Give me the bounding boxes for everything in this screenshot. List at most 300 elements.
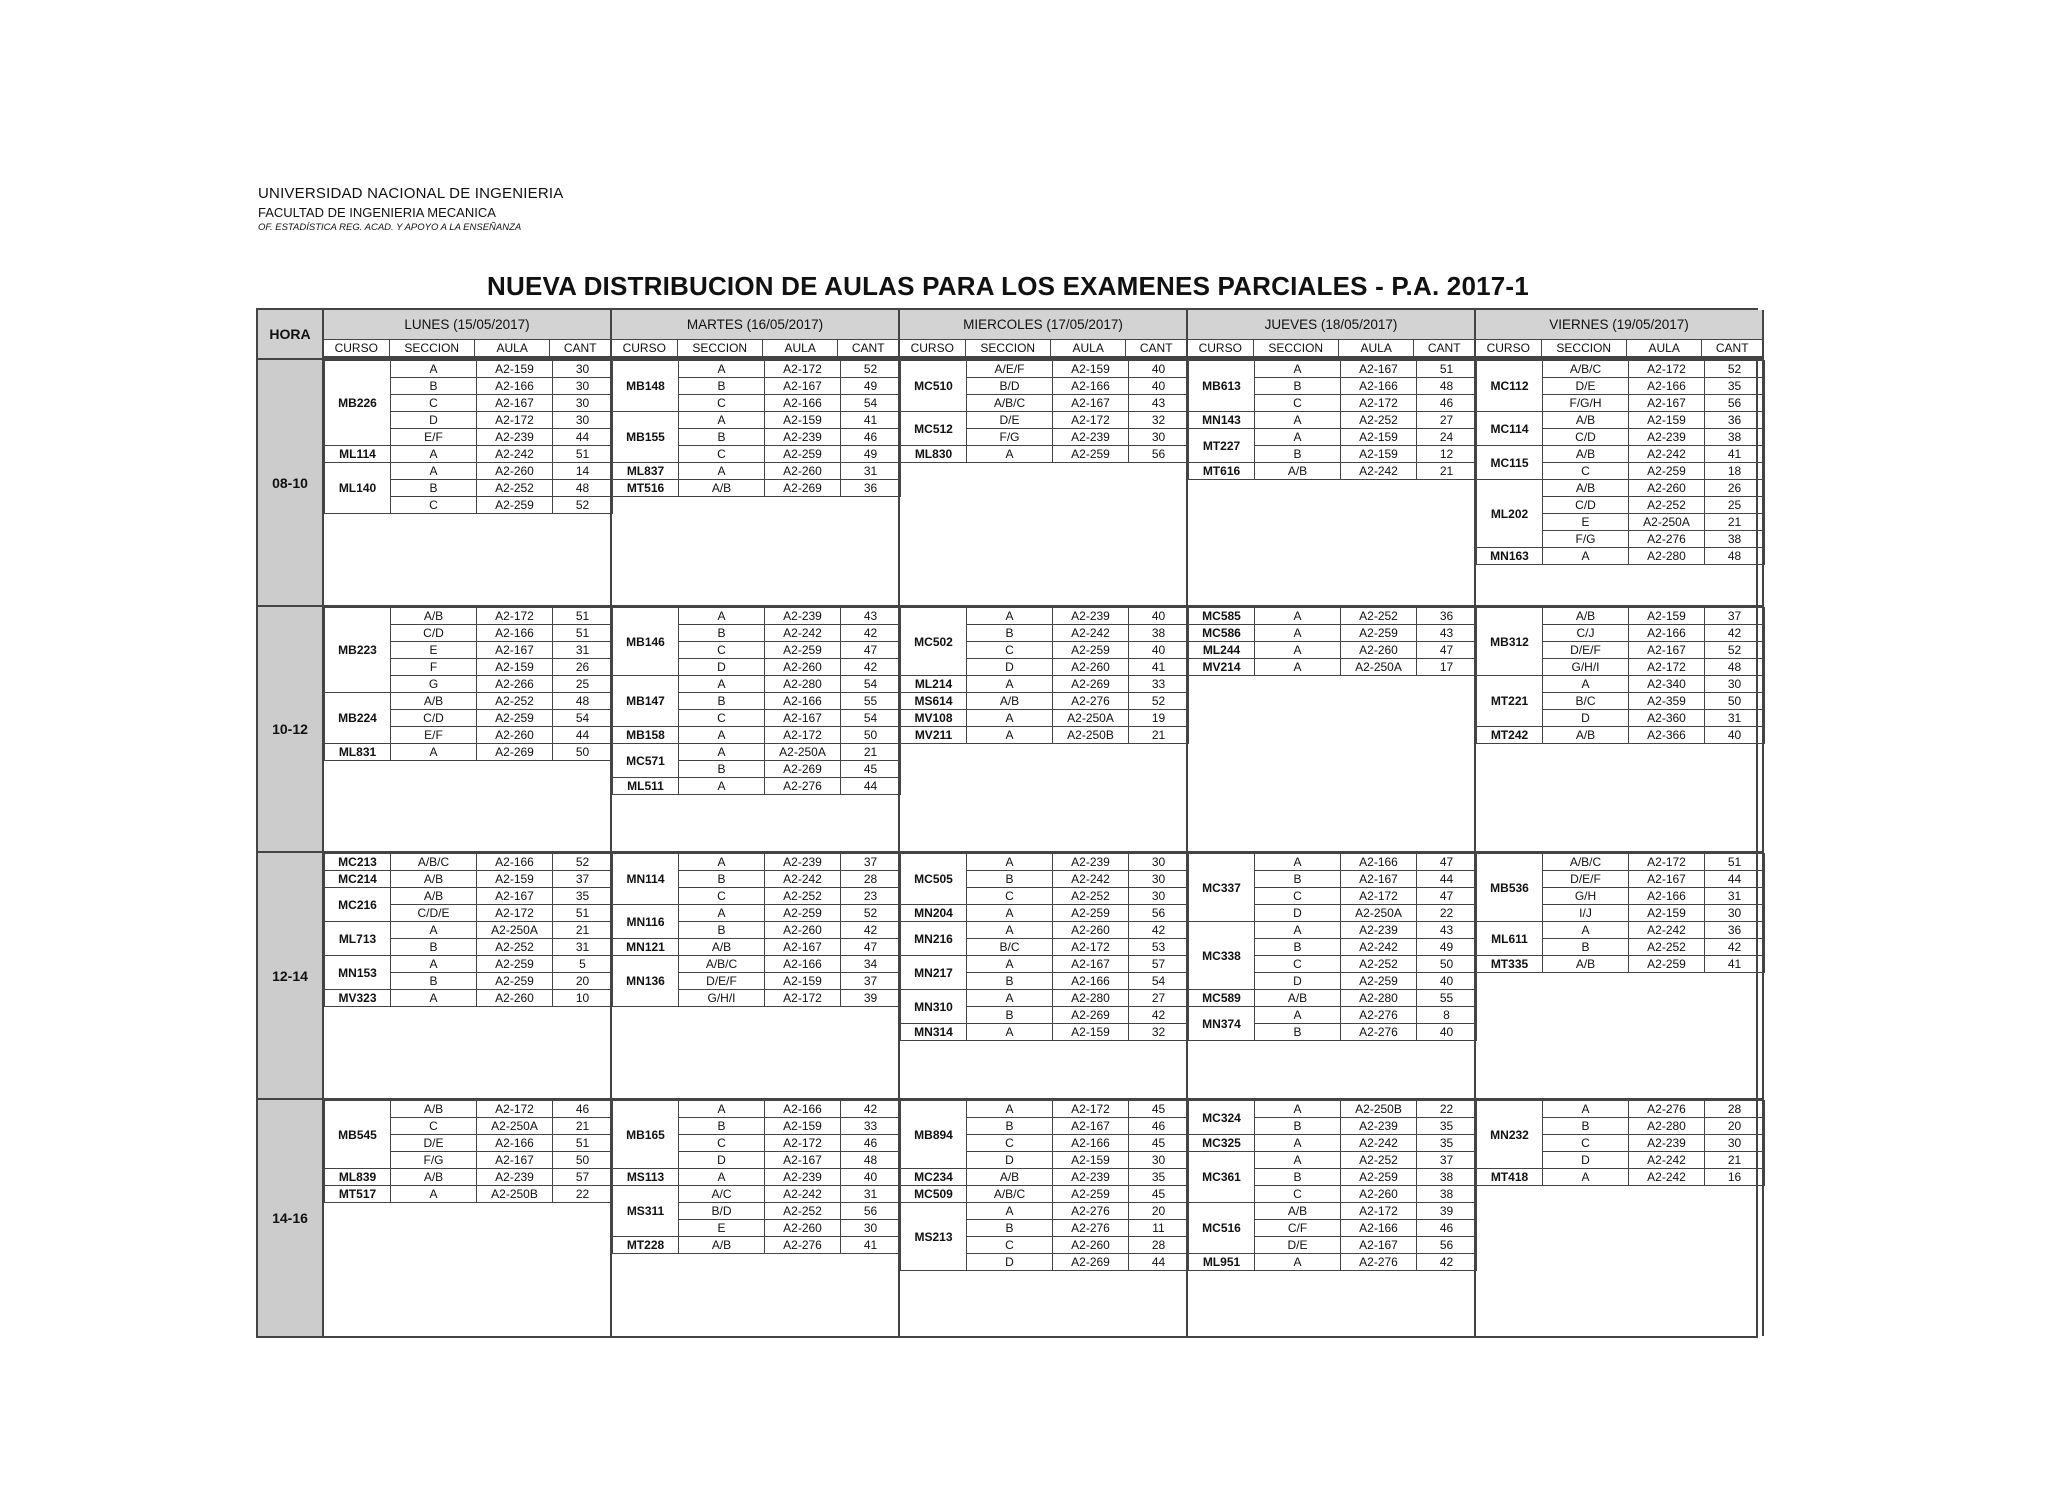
seccion-cell: C [967,1237,1053,1254]
table-row [325,1169,613,1186]
table-row [1189,922,1477,939]
cant-cell: 54 [841,710,901,727]
aula-cell: A2-159 [1053,361,1129,378]
seccion-cell: D/E/F [679,973,765,990]
aula-cell: A2-269 [1053,676,1129,693]
cant-cell: 44 [553,727,613,744]
cant-cell: 8 [1417,1007,1477,1024]
seccion-cell: E [391,642,477,659]
curso-cell: MC361 [1189,1152,1255,1203]
cant-cell: 52 [841,905,901,922]
curso-cell: MB148 [613,361,679,412]
seccion-cell: A [967,676,1053,693]
aula-cell: A2-239 [1629,1135,1705,1152]
cant-cell: 41 [1705,956,1765,973]
cant-cell: 37 [841,973,901,990]
aula-cell: A2-252 [765,888,841,905]
cant-cell: 40 [1705,727,1765,744]
seccion-cell: A [1543,676,1629,693]
cant-cell: 57 [1129,956,1189,973]
seccion-cell: A [1255,412,1341,429]
curso-cell: MN163 [1477,548,1543,565]
aula-cell: A2-166 [1053,1135,1129,1152]
cant-cell: 44 [553,429,613,446]
table-row [613,854,901,871]
seccion-cell: A [967,727,1053,744]
cant-cell: 35 [553,888,613,905]
seccion-cell: C/D [1543,497,1629,514]
table-row [901,854,1189,871]
day-header: MIERCOLES (17/05/2017) [900,310,1188,340]
seccion-cell: A [967,608,1053,625]
aula-cell: A2-167 [477,642,553,659]
curso-cell: MC338 [1189,922,1255,990]
aula-cell: A2-172 [477,1101,553,1118]
seccion-cell: A/B [391,693,477,710]
table-row [1477,956,1765,973]
cant-cell: 52 [553,497,613,514]
curso-cell: MT228 [613,1237,679,1254]
cant-cell: 43 [1417,922,1477,939]
cant-cell: 30 [1129,1152,1189,1169]
aula-cell: A2-166 [1629,625,1705,642]
seccion-cell: A [679,412,765,429]
seccion-cell: B [391,480,477,497]
cant-cell: 30 [1129,854,1189,871]
aula-cell: A2-269 [1053,1254,1129,1271]
seccion-cell: C/J [1543,625,1629,642]
seccion-cell: A [967,854,1053,871]
table-row [901,676,1189,693]
seccion-cell: C [391,395,477,412]
seccion-cell: A [391,956,477,973]
seccion-cell: D/E/F [1543,642,1629,659]
cant-cell: 42 [841,922,901,939]
aula-cell: A2-260 [1341,1186,1417,1203]
aula-cell: A2-242 [1053,625,1129,642]
seccion-cell: C [391,1118,477,1135]
cant-cell: 48 [1417,378,1477,395]
aula-cell: A2-172 [1629,361,1705,378]
aula-cell: A2-269 [765,480,841,497]
cant-cell: 30 [553,412,613,429]
cant-cell: 54 [1129,973,1189,990]
seccion-cell: A [967,905,1053,922]
aula-cell: A2-276 [1053,1220,1129,1237]
cant-cell: 40 [1417,973,1477,990]
aula-cell: A2-172 [1341,395,1417,412]
curso-cell: ML140 [325,463,391,514]
aula-cell: A2-259 [765,642,841,659]
column-header: CANT [851,341,885,355]
cant-cell: 21 [553,922,613,939]
curso-cell: MN232 [1477,1101,1543,1169]
cant-cell: 48 [1705,548,1765,565]
curso-cell: ML202 [1477,480,1543,548]
course-table [324,607,613,761]
aula-cell: A2-260 [1629,480,1705,497]
aula-cell: A2-242 [477,446,553,463]
cant-cell: 12 [1417,446,1477,463]
seccion-cell: B [679,429,765,446]
cant-cell: 51 [553,608,613,625]
column-header: CURSO [1476,340,1542,356]
curso-cell: MN217 [901,956,967,990]
cant-cell: 42 [1129,922,1189,939]
seccion-cell: A/B [1543,956,1629,973]
aula-cell: A2-340 [1629,676,1705,693]
table-row [613,956,901,973]
aula-cell: A2-172 [1053,1101,1129,1118]
course-table [1188,1100,1477,1271]
cant-cell: 42 [841,1101,901,1118]
curso-cell: MV108 [901,710,967,727]
cant-cell: 46 [553,1101,613,1118]
cant-cell: 45 [1129,1186,1189,1203]
cant-cell: 49 [841,446,901,463]
cant-cell: 46 [841,429,901,446]
day-header: JUEVES (18/05/2017) [1188,310,1476,340]
cant-cell: 39 [841,990,901,1007]
seccion-cell: F/G [391,1152,477,1169]
cant-cell: 35 [1417,1135,1477,1152]
seccion-cell: D [967,1152,1053,1169]
seccion-cell: C [1543,1135,1629,1152]
table-row [1477,412,1765,429]
table-row [1189,412,1477,429]
table-row [1189,1101,1477,1118]
table-row [325,361,613,378]
table-row [1477,361,1765,378]
cant-cell: 50 [1705,693,1765,710]
aula-cell: A2-172 [477,608,553,625]
aula-cell: A2-172 [1629,854,1705,871]
curso-cell: MN314 [901,1024,967,1041]
column-headers [1476,340,1764,358]
cant-cell: 40 [1129,361,1189,378]
cant-cell: 31 [841,1186,901,1203]
aula-cell: A2-172 [765,727,841,744]
cant-cell: 5 [553,956,613,973]
curso-cell: MN114 [613,854,679,905]
table-row [613,676,901,693]
cant-cell: 36 [1705,412,1765,429]
cant-cell: 43 [841,608,901,625]
seccion-cell: F/G [1543,531,1629,548]
aula-cell: A2-159 [765,1118,841,1135]
cant-cell: 21 [1417,463,1477,480]
aula-cell: A2-250A [477,922,553,939]
aula-cell: A2-260 [1341,642,1417,659]
seccion-cell: A [679,905,765,922]
table-row [1477,446,1765,463]
curso-cell: MT418 [1477,1169,1543,1186]
aula-cell: A2-239 [1341,922,1417,939]
aula-cell: A2-166 [765,956,841,973]
seccion-cell: G/H/I [679,990,765,1007]
course-table [1476,1100,1765,1186]
column-header: SECCION [390,340,475,356]
aula-cell: A2-172 [765,1135,841,1152]
curso-cell: MC585 [1189,608,1255,625]
aula-cell: A2-259 [1341,1169,1417,1186]
aula-cell: A2-252 [1341,1152,1417,1169]
cant-cell: 56 [1417,1237,1477,1254]
table-row [1189,608,1477,625]
curso-cell: MB158 [613,727,679,744]
curso-cell: MC115 [1477,446,1543,480]
seccion-cell: C [1255,888,1341,905]
seccion-cell: A [391,361,477,378]
aula-cell: A2-260 [765,659,841,676]
table-row [325,956,613,973]
cant-cell: 31 [1705,710,1765,727]
table-row [1189,1254,1477,1271]
seccion-cell: G/H [1543,888,1629,905]
cant-cell: 46 [1129,1118,1189,1135]
aula-cell: A2-250B [477,1186,553,1203]
table-row [901,1101,1189,1118]
seccion-cell: B [1255,446,1341,463]
cant-cell: 25 [1705,497,1765,514]
seccion-cell: A/B [967,693,1053,710]
aula-cell: A2-242 [1341,1135,1417,1152]
day-slot-cell [1188,358,1476,605]
cant-cell: 28 [841,871,901,888]
column-header: CURSO [900,340,966,356]
aula-cell: A2-276 [1341,1024,1417,1041]
seccion-cell: A/B [1543,727,1629,744]
aula-cell: A2-172 [477,412,553,429]
aula-cell: A2-172 [1341,888,1417,905]
seccion-cell: D [1543,1152,1629,1169]
seccion-cell: D [391,412,477,429]
cant-cell: 53 [1129,939,1189,956]
curso-cell: MB223 [325,608,391,693]
cant-cell: 38 [1705,429,1765,446]
curso-cell: MC512 [901,412,967,446]
curso-cell: MC213 [325,854,391,871]
aula-cell: A2-239 [477,429,553,446]
aula-cell: A2-166 [1341,378,1417,395]
seccion-cell: B [391,378,477,395]
curso-cell: MC586 [1189,625,1255,642]
table-row [1189,463,1477,480]
aula-cell: A2-260 [1053,922,1129,939]
seccion-cell: C [967,888,1053,905]
seccion-cell: A [1543,1169,1629,1186]
cant-cell: 30 [1129,871,1189,888]
aula-cell: A2-166 [1629,378,1705,395]
curso-cell: ML830 [901,446,967,463]
aula-cell: A2-259 [765,446,841,463]
aula-cell: A2-242 [1341,463,1417,480]
curso-cell: MV214 [1189,659,1255,676]
aula-cell: A2-167 [1629,642,1705,659]
seccion-cell: E [679,1220,765,1237]
table-row [1189,854,1477,871]
aula-cell: A2-260 [765,463,841,480]
curso-cell: MC114 [1477,412,1543,446]
table-row [901,693,1189,710]
table-row [901,922,1189,939]
curso-cell: MB545 [325,1101,391,1169]
table-row [613,361,901,378]
seccion-cell: A [391,446,477,463]
cant-cell: 32 [1129,412,1189,429]
course-table [612,360,901,497]
cant-cell: 54 [841,676,901,693]
curso-cell: MB146 [613,608,679,676]
curso-cell: ML713 [325,922,391,956]
aula-cell: A2-250A [765,744,841,761]
table-row [1189,659,1477,676]
aula-cell: A2-166 [477,378,553,395]
cant-cell: 41 [841,1237,901,1254]
aula-cell: A2-166 [765,693,841,710]
seccion-cell: A [967,922,1053,939]
day-slot-cell [612,605,900,851]
table-row [901,990,1189,1007]
seccion-cell: B [679,1118,765,1135]
seccion-cell: C [679,710,765,727]
curso-cell: MN143 [1189,412,1255,429]
aula-cell: A2-159 [1053,1152,1129,1169]
seccion-cell: A [679,608,765,625]
aula-cell: A2-276 [765,778,841,795]
cant-cell: 17 [1417,659,1477,676]
curso-cell: MC324 [1189,1101,1255,1135]
seccion-cell: A [967,1203,1053,1220]
column-header: SECCION [966,340,1051,356]
hora-header: HORA [258,310,324,358]
seccion-cell: B [1255,1169,1341,1186]
cant-cell: 56 [1129,905,1189,922]
seccion-cell: B [391,973,477,990]
aula-cell: A2-260 [477,463,553,480]
seccion-cell: A [679,727,765,744]
seccion-cell: A/B [967,1169,1053,1186]
seccion-cell: D [1255,973,1341,990]
aula-cell: A2-242 [1629,1152,1705,1169]
curso-cell: MB147 [613,676,679,727]
table-row [325,446,613,463]
cant-cell: 23 [841,888,901,905]
seccion-cell: A [1255,642,1341,659]
seccion-cell: A [967,990,1053,1007]
table-row [1477,922,1765,939]
cant-cell: 42 [841,625,901,642]
cant-cell: 28 [1129,1237,1189,1254]
table-row [901,1203,1189,1220]
aula-cell: A2-242 [765,625,841,642]
aula-cell: A2-260 [765,1220,841,1237]
aula-cell: A2-259 [477,973,553,990]
cant-cell: 48 [1705,659,1765,676]
column-header: SECCION [1542,340,1627,356]
table-row [325,990,613,1007]
curso-cell: MC505 [901,854,967,905]
aula-cell: A2-239 [1053,854,1129,871]
table-row [1189,1152,1477,1169]
seccion-cell: G [391,676,477,693]
seccion-cell: A [1255,429,1341,446]
cant-cell: 25 [553,676,613,693]
aula-cell: A2-239 [477,1169,553,1186]
aula-cell: A2-280 [1629,1118,1705,1135]
table-row [901,710,1189,727]
aula-cell: A2-252 [477,693,553,710]
cant-cell: 52 [1705,361,1765,378]
aula-cell: A2-172 [765,361,841,378]
cant-cell: 27 [1129,990,1189,1007]
day-slot-cell [612,1098,900,1336]
seccion-cell: A [1255,1101,1341,1118]
cant-cell: 54 [553,710,613,727]
curso-cell: MT517 [325,1186,391,1203]
curso-cell: MB536 [1477,854,1543,922]
curso-cell: ML244 [1189,642,1255,659]
course-table [900,853,1189,1041]
table-row [613,480,901,497]
aula-cell: A2-239 [765,854,841,871]
aula-cell: A2-159 [477,871,553,888]
seccion-cell: A/B/C [391,854,477,871]
curso-cell: ML839 [325,1169,391,1186]
cant-cell: 30 [553,378,613,395]
cant-cell: 36 [1417,608,1477,625]
aula-cell: A2-269 [765,761,841,778]
curso-cell: MT616 [1189,463,1255,480]
seccion-cell: C/D [391,625,477,642]
seccion-cell: A [391,1186,477,1203]
cant-cell: 26 [1705,480,1765,497]
cant-cell: 40 [1129,608,1189,625]
curso-cell: MN374 [1189,1007,1255,1041]
cant-cell: 14 [553,463,613,480]
curso-cell: ML511 [613,778,679,795]
seccion-cell: A [1255,625,1341,642]
aula-cell: A2-260 [1053,659,1129,676]
cant-cell: 30 [1705,676,1765,693]
aula-cell: A2-276 [765,1237,841,1254]
day-slot-cell [900,851,1188,1098]
seccion-cell: A [679,1101,765,1118]
aula-cell: A2-242 [765,871,841,888]
table-row [1477,548,1765,565]
aula-cell: A2-166 [477,1135,553,1152]
table-row [613,778,901,795]
aula-cell: A2-250A [477,1118,553,1135]
cant-cell: 37 [841,854,901,871]
seccion-cell: A/B [1255,990,1341,1007]
aula-cell: A2-239 [1053,608,1129,625]
aula-cell: A2-260 [1053,1237,1129,1254]
cant-cell: 46 [841,1135,901,1152]
seccion-cell: D/E [1255,1237,1341,1254]
day-slot-cell [324,851,612,1098]
schedule-grid [256,308,1758,1338]
seccion-cell: B [967,1220,1053,1237]
table-row [1477,727,1765,744]
table-row [325,1101,613,1118]
table-row [1477,1101,1765,1118]
seccion-cell: A/C [679,1186,765,1203]
cant-cell: 21 [1705,1152,1765,1169]
table-row [325,871,613,888]
cant-cell: 39 [1417,1203,1477,1220]
university-name: UNIVERSIDAD NACIONAL DE INGENIERIA [258,185,564,202]
